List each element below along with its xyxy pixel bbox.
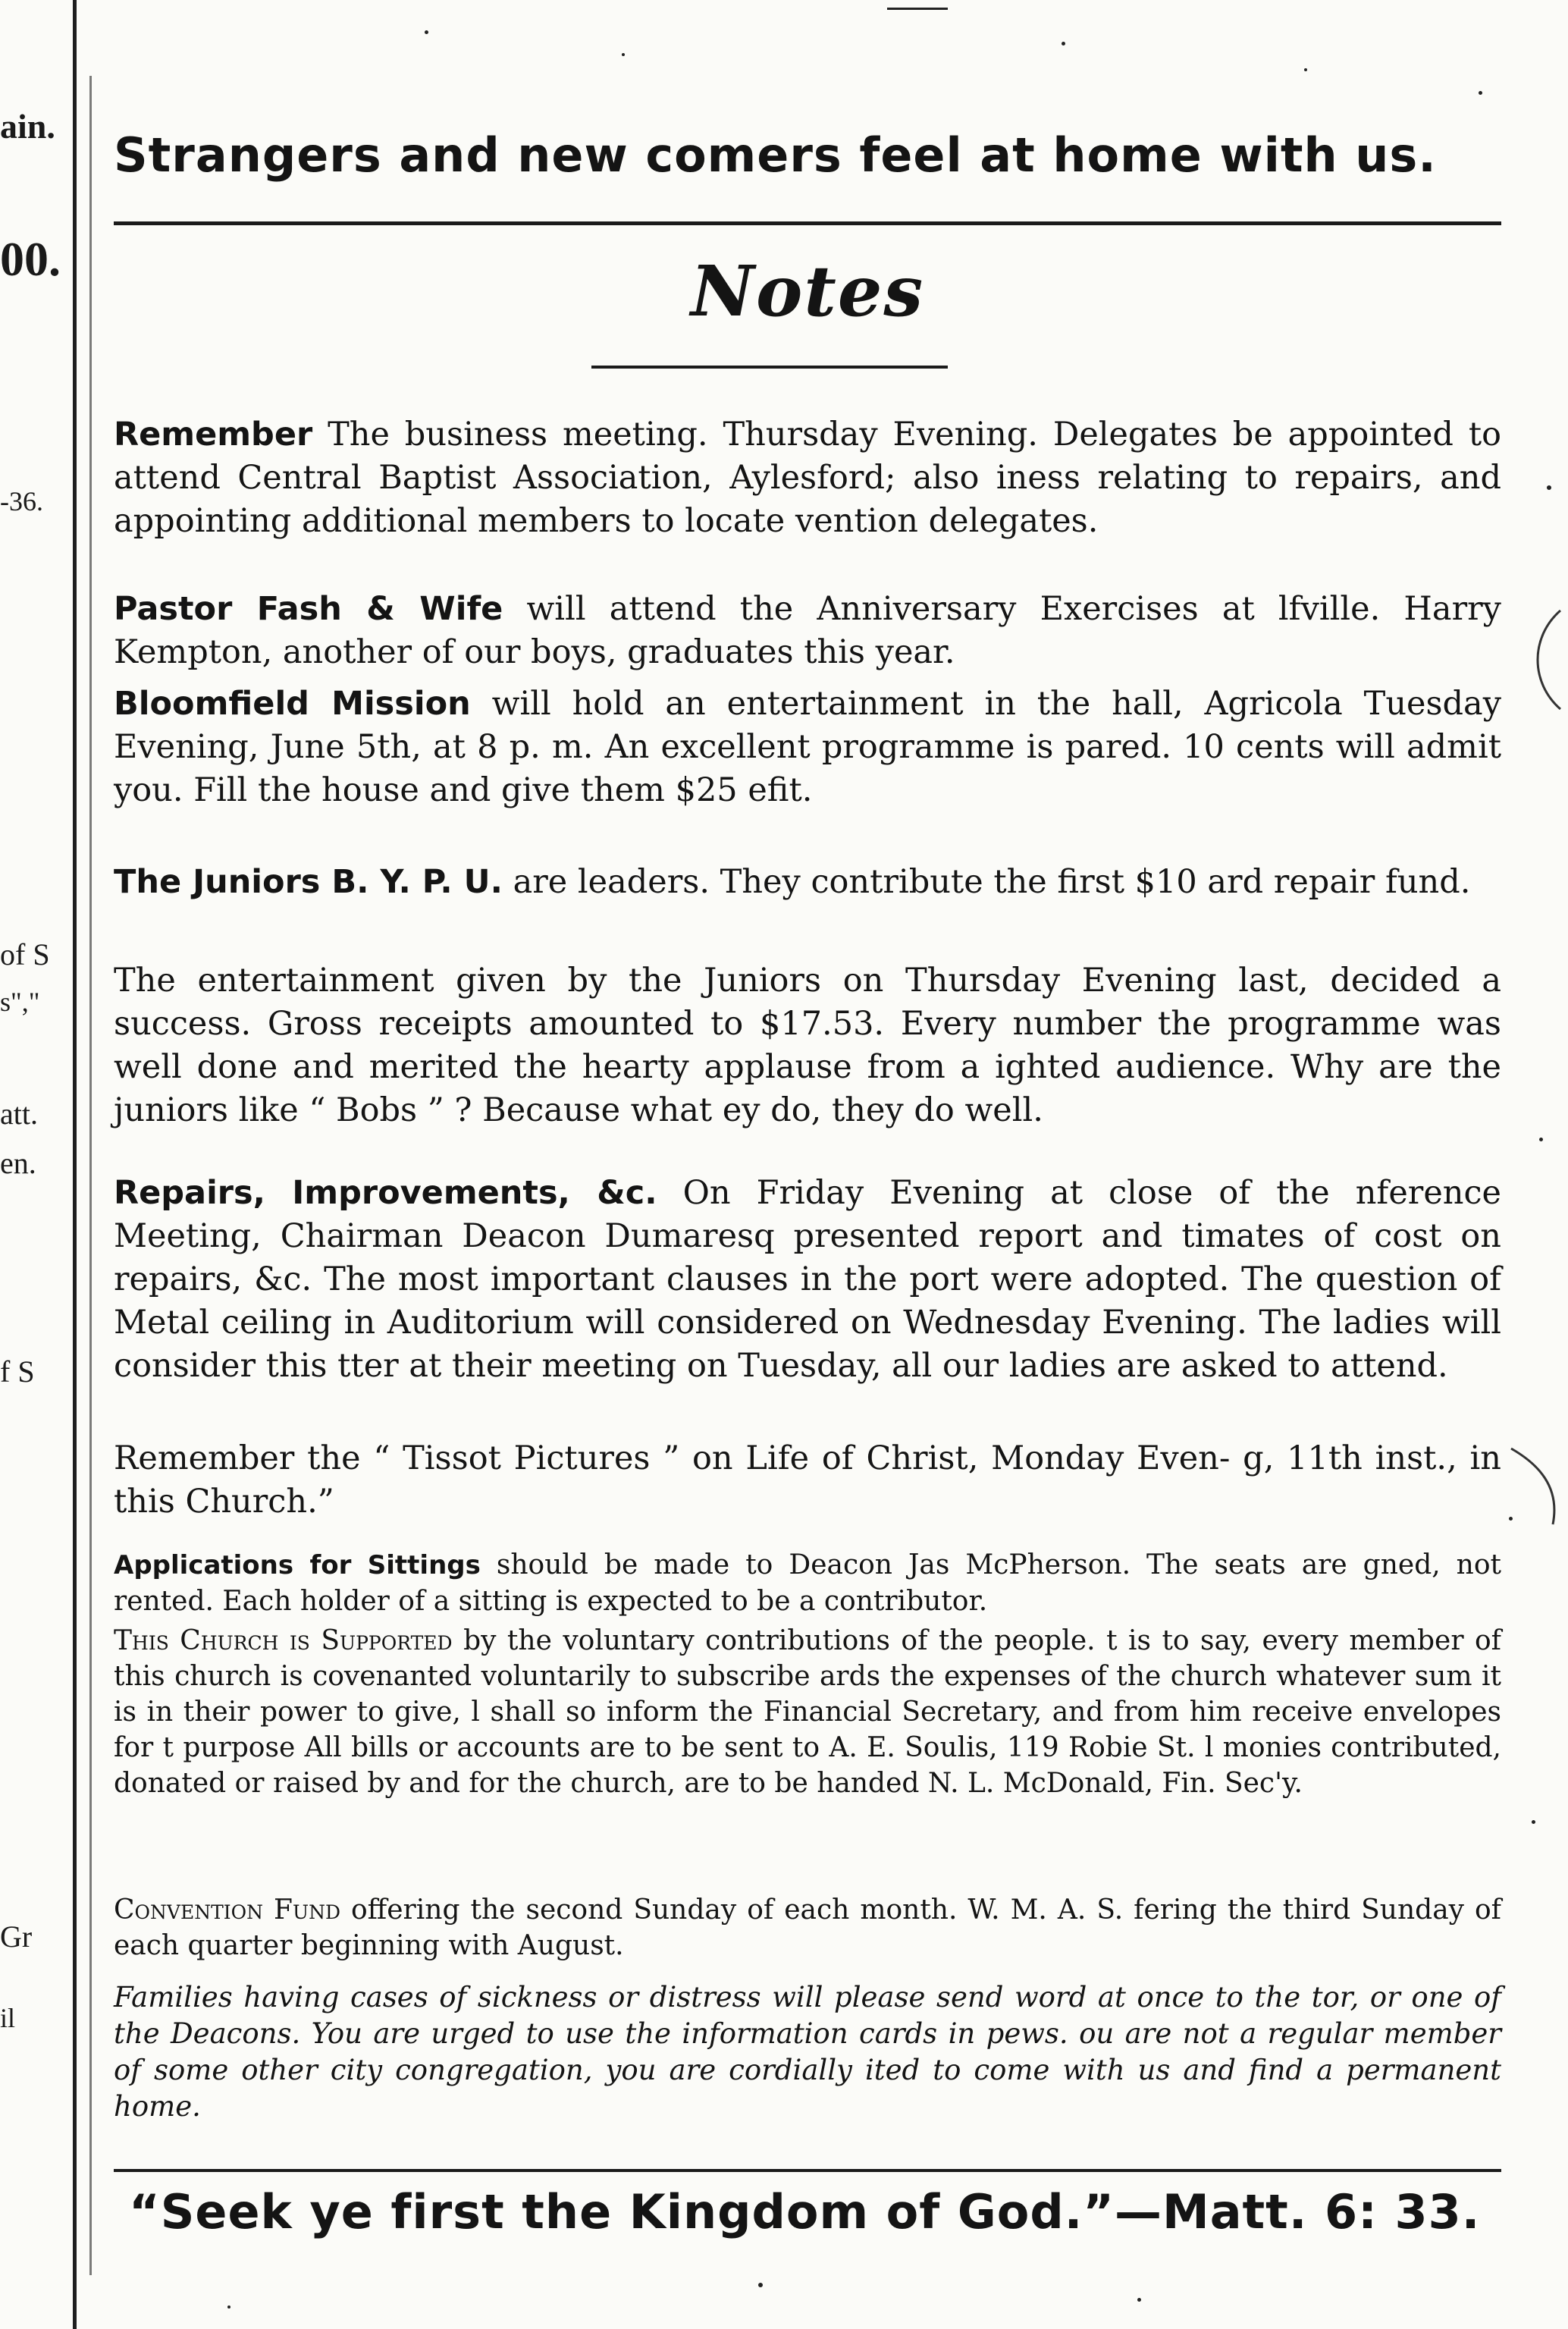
note-lead: This Church is Supported	[114, 1625, 453, 1656]
print-speck	[1547, 485, 1551, 490]
column-rule	[73, 0, 77, 2329]
notes-column	[114, 0, 1501, 2329]
margin-fragment: f S	[0, 1354, 35, 1389]
note-families	[114, 1979, 1501, 2125]
divider	[114, 2169, 1501, 2172]
section-title: Notes	[690, 250, 925, 332]
note-remember	[114, 413, 1501, 543]
margin-fragment: en.	[0, 1146, 36, 1180]
note-text: are leaders. They contribute the first $10 ard repair fund.	[502, 863, 1471, 901]
note-juniors	[114, 861, 1501, 904]
note-text: Families having cases of sickness or distress will please send word at once to the tor, or one of the Deacons. You are urged to use the information cards in pews. ou are not a regular member of some other city congregation, you are cordially ited to come with us and find a permanent home.	[114, 1981, 1501, 2123]
note-lead: Convention Fund	[114, 1894, 340, 1926]
note-lead: Applications for Sittings	[114, 1550, 481, 1580]
column-rule-inner	[89, 76, 92, 2275]
margin-fragment: of S	[0, 937, 50, 971]
divider	[114, 221, 1501, 225]
note-text: On Friday Evening at close of the nference Meeting, Chairman Deacon Dumaresq presented report and timates of cost on repairs, &c. The most important clauses in the port were adopted. The question of Metal ceiling in Auditorium will considered on Wednesday Evening. The ladies will consider this tter at their meeting on Tuesday, all our ladies are asked to attend.	[114, 1174, 1501, 1385]
note-lead: Bloomfield Mission	[114, 685, 471, 723]
margin-fragment: att.	[0, 1097, 38, 1131]
note-lead: Remember	[114, 416, 313, 454]
note-lead: The Juniors B. Y. P. U.	[114, 863, 503, 901]
print-speck	[1532, 1820, 1535, 1824]
pencil-mark	[1507, 1441, 1568, 1532]
margin-fragment: Gr	[0, 1919, 33, 1954]
note-lead: Pastor Fash & Wife	[114, 590, 503, 628]
title-underline	[591, 366, 948, 369]
margin-fragment: -36.	[0, 486, 43, 516]
margin-fragment: 00.	[0, 232, 61, 286]
pencil-mark	[1523, 607, 1568, 713]
margin-fragment: il	[0, 2003, 16, 2033]
note-entertainment	[114, 959, 1501, 1132]
footer-scripture: “Seek ye first the Kingdom of God.”—Matt. 6: 33.	[129, 2184, 1481, 2240]
note-sittings	[114, 1547, 1501, 1619]
note-lead: Repairs, Improvements, &c.	[114, 1174, 657, 1212]
note-text: The entertainment given by the Juniors on Thursday Evening last, decided a success. Gross receipts amounted to $17.53. Every number the programme was well done and merited the hearty applause from a ighted audience. Why are the juniors like “ Bobs ” ? Because what ey do, they do well.	[114, 962, 1501, 1129]
note-repairs	[114, 1172, 1501, 1388]
banner-headline: Strangers and new comers feel at home with us.	[114, 127, 1437, 183]
note-text: should be made to Deacon Jas McPherson. The seats are gned, not rented. Each holder of a sitting is expected to be a contributor.	[114, 1549, 1502, 1617]
note-convention-fund	[114, 1892, 1501, 1963]
note-text: offering the second Sunday of each month. W. M. A. S. fering the third Sunday of each quarter beginning with August.	[114, 1894, 1502, 1961]
note-text: The business meeting. Thursday Evening. Delegates be appointed to attend Central Baptist Association, Aylesford; also iness relating to repairs, and appointing additional members to locate vention delegates.	[114, 416, 1501, 540]
note-text: Remember the “ Tissot Pictures ” on Life of Christ, Monday Even- g, 11th inst., in this Church.”	[114, 1439, 1501, 1521]
print-speck	[1539, 1138, 1543, 1141]
note-text: by the voluntary contributions of the people. t is to say, every member of this church is covenanted voluntarily to subscribe ards the expenses of the church whatever sum it is in their power to give, l shall so inform the Financial Secretary, and from him receive envelopes for t purpose All bills or accounts are to be sent to A. E. Soulis, 119 Robie St. l monies contributed, donated or raised by and for the church, are to be handed N. L. McDonald, Fin. Sec'y.	[114, 1625, 1502, 1799]
note-tissot	[114, 1437, 1501, 1524]
note-pastor	[114, 588, 1501, 674]
note-text: will hold an entertainment in the hall, Agricola Tuesday Evening, June 5th, at 8 p. m. An excellent programme is pared. 10 cents will admit you. Fill the house and give them $25 efit.	[114, 685, 1501, 809]
margin-fragment: ain.	[0, 107, 55, 146]
note-text: will attend the Anniversary Exercises at lfville. Harry Kempton, another of our boys, graduates this year.	[114, 590, 1501, 671]
note-bloomfield	[114, 683, 1501, 812]
margin-fragment: s","	[0, 987, 40, 1017]
note-church-supported	[114, 1623, 1501, 1801]
